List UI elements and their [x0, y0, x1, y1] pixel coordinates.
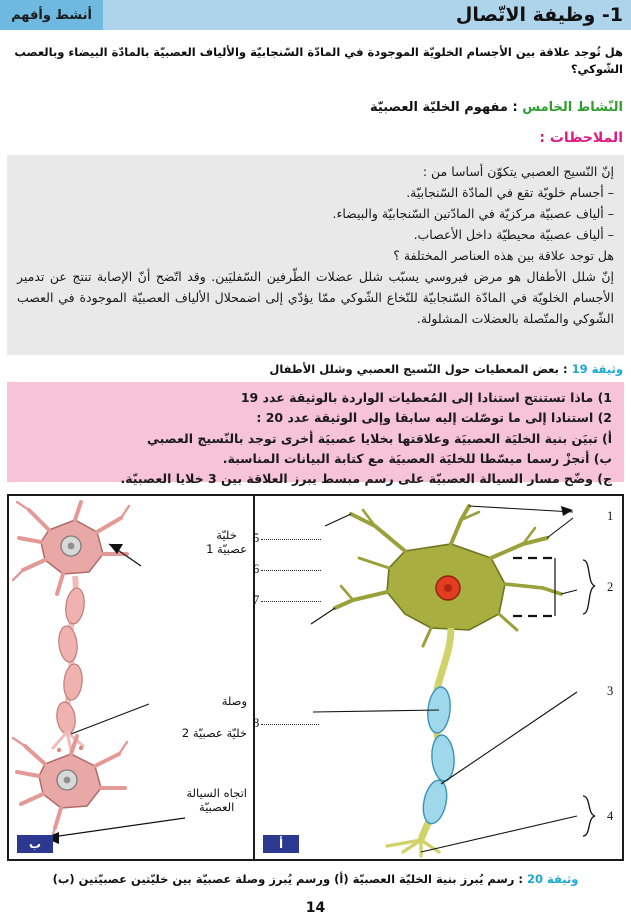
callout-number-3: 3 — [607, 684, 614, 698]
label-neuron-1-line1: خليّة — [216, 528, 237, 542]
callout-number-6: 6 — [253, 562, 260, 576]
figure-panel-a — [253, 496, 622, 859]
brace-markers — [583, 560, 595, 836]
synapse-pointer — [71, 704, 149, 734]
figure-panel-b — [9, 496, 253, 859]
observations-box — [7, 155, 624, 355]
dotted-leader-5 — [261, 539, 321, 540]
dotted-leader-6 — [261, 570, 321, 571]
observation-line: إنّ النّسيج العصبي يتكوّن أساسا من : — [422, 164, 614, 179]
questions-box — [7, 382, 624, 486]
callout-number-5: 5 — [253, 531, 260, 545]
callout-number-1: 1 — [607, 509, 614, 523]
neuron-diagram-a — [255, 496, 624, 859]
header-badge — [0, 0, 103, 30]
page-title: 1- وظيفة الاتّصال — [455, 4, 623, 26]
lead-question: هل تُوجد علاقة بين الأجسام الخلويّة الموجودة في المادّة السّنجابيّة والألياف العصبيّة بالمادّة البيضاء وبالعصب الشّوكي؟ — [14, 45, 623, 77]
soma-shape — [335, 506, 561, 646]
document-19-caption — [269, 362, 623, 376]
label-neuron-2: خليّة عصبيّة 2 — [181, 726, 247, 740]
dotted-leader-8 — [261, 724, 319, 725]
activity-separator: : — [507, 100, 523, 115]
label-synapse: وصلة — [221, 694, 247, 708]
panel-tag-a: أ — [263, 835, 299, 853]
figure-document-20 — [7, 494, 624, 861]
label-impulse-line1: اتجاه السيالة — [186, 786, 247, 800]
document-20-caption — [0, 872, 631, 886]
activity-subject: مفهوم الخليّة العصبيّة — [370, 100, 508, 115]
callout-number-7: 7 — [253, 593, 260, 607]
document-20-separator: : — [514, 872, 527, 886]
header-badge-label: أنشط وأفهم — [11, 7, 92, 23]
dotted-leader-7 — [261, 601, 321, 602]
callout-number-2: 2 — [607, 580, 614, 594]
axon-shape — [387, 628, 456, 856]
observation-line: – أجسام خلويّة تقع في المادّة السّنجابيّة. — [406, 185, 614, 200]
observation-line: – ألياف عصبيّة مركزيّة في المادّتين السّنجابيّة والبيضاء. — [332, 206, 614, 221]
callout-number-4: 4 — [607, 809, 614, 823]
activity-title — [370, 100, 623, 115]
question-item: ج) وضّح مسار السيالة العصبيّة على رسم مبسط يبرز العلاقة بين 3 خلايا العصبيّة. — [120, 471, 612, 486]
document-19-number: وثيقة 19 — [571, 362, 623, 376]
document-19-text: بعض المعطيات حول النّسيج العصبي وشلل الأطفال — [269, 362, 559, 376]
observation-line: هل توجد علاقة بين هذه العناصر المختلفة ؟ — [393, 248, 614, 263]
document-20-number: وثيقة 20 — [526, 872, 579, 886]
callout-number-8: 8 — [253, 716, 260, 730]
observations-heading: الملاحظات : — [539, 130, 623, 146]
activity-label: النّشاط الخامس — [522, 100, 623, 115]
observation-line: – ألياف عصبيّة محيطيّة داخل الأعصاب. — [413, 227, 614, 242]
document-19-separator: : — [558, 362, 572, 376]
panel-tag-b: ب — [17, 835, 53, 853]
label-impulse-direction — [186, 786, 247, 815]
myelin-segments — [420, 686, 456, 826]
label-neuron-1-line2: عصبيّة 1 — [206, 542, 247, 557]
lower-neuron-shape — [13, 736, 127, 846]
observation-paragraph: إنّ شلل الأطفال هو مرض فيروسي يسبّب شلل عضلات الطّرفين السّفليَين. وقد اتّضح أنّ الإصابة تنتج عن تدمير الأجسام الخلويّة في المادّة السّنجابيّة للنّخاع الشّوكي ممّا يؤدّي إلى اضمحلال الألياف العصبيّة الموجودة في العصب الشّوكي والمتّصلة بالعضلات المشلولة. — [17, 269, 614, 326]
label-neuron-1 — [206, 528, 247, 557]
document-20-text: رسم يُبرز بنية الخليّة العصبيّة (أ) ورسم يُبرز وصلة عصبيّة بين خليّتين عصبيّتين (ب) — [52, 872, 515, 886]
arrow-markers — [561, 506, 573, 516]
question-item: 2) استنادا إلى ما توصّلت إليه سابقا وإلى الوثيقة عدد 20 : — [256, 410, 612, 426]
impulse-direction-arrow — [45, 818, 185, 838]
question-item: أ) تبيَن بنية الخليَة العصبيَة وعلاقتها بخلايا عصبيَة أخرى توجد بالنّسيج العصبي — [146, 430, 612, 446]
page-number: 14 — [305, 900, 326, 916]
question-item: ب) أنجزْ رسما مبسّطا للخليَة العصبيَة مع كتابة البيانات المناسبة. — [222, 450, 612, 466]
upper-neuron-shape — [13, 502, 129, 735]
label-impulse-line2: العصبيّة — [199, 800, 235, 815]
question-item: 1) ماذا تستنتج استنادا إلى المُعطيات الواردة بالوثيقة عدد 19 — [240, 390, 612, 405]
